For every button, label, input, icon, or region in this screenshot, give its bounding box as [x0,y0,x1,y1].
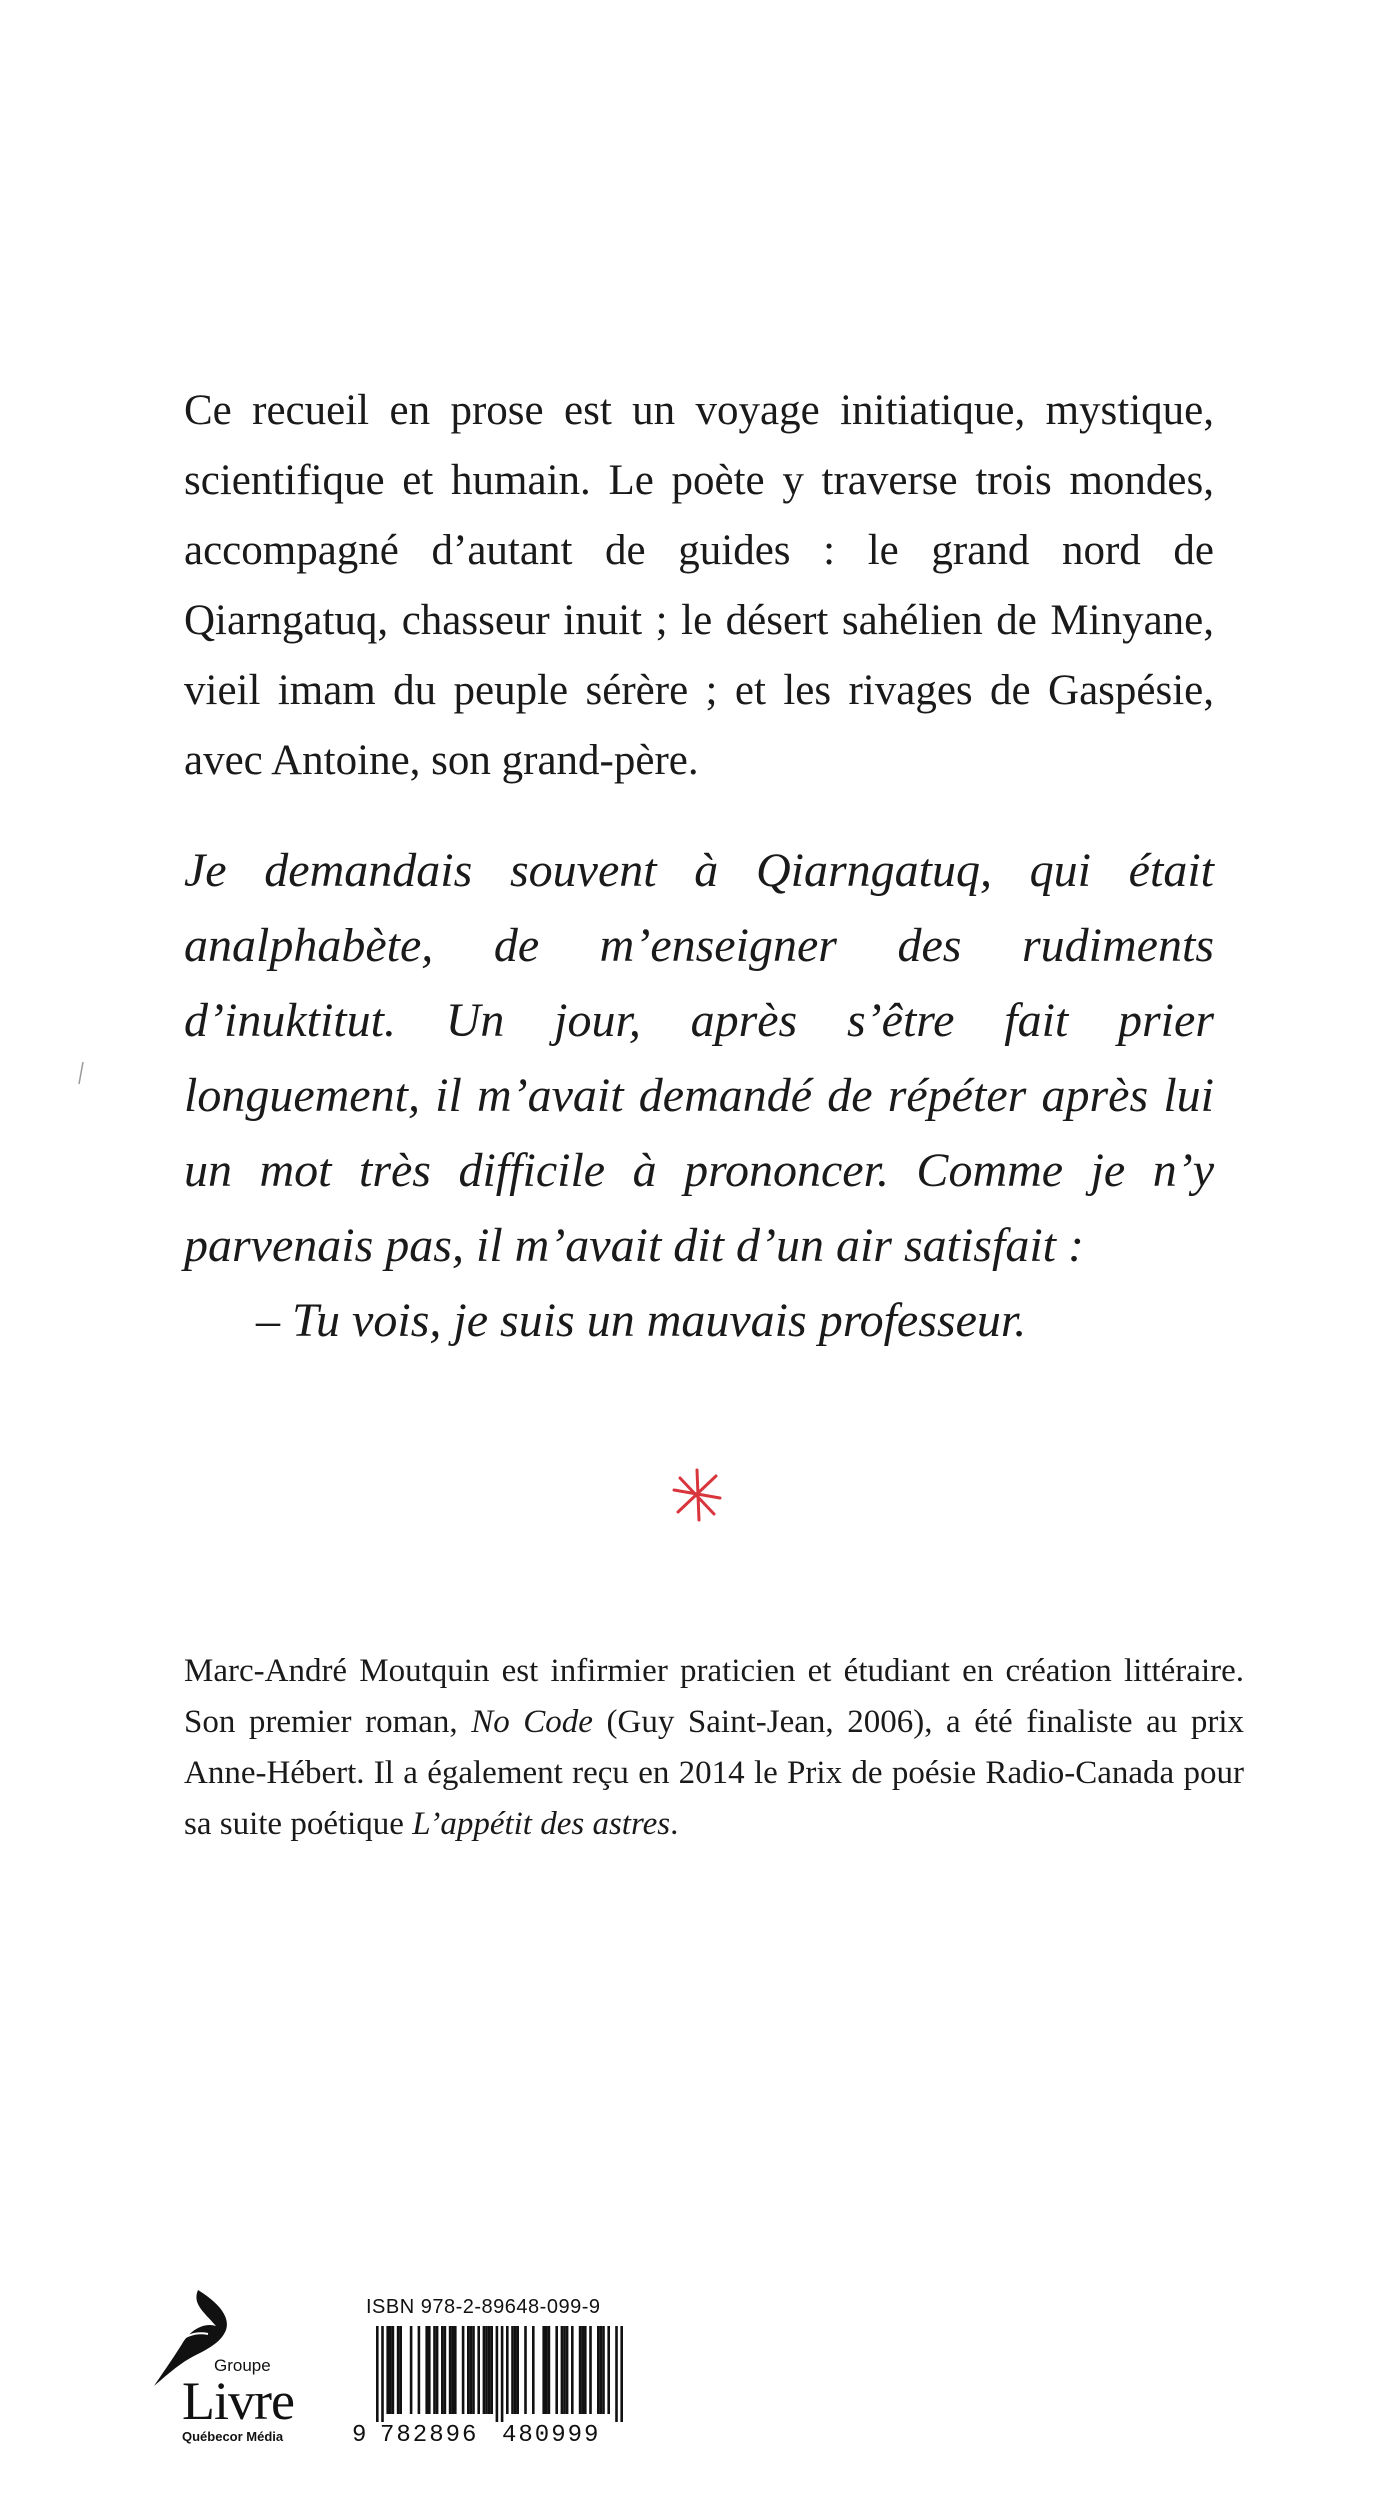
barcode-bar [472,2326,475,2414]
barcode-bar [620,2326,623,2422]
barcode-right-digits: 480999 [502,2422,601,2449]
barcode-bar [506,2326,509,2414]
asterisk-ornament-icon [668,1466,726,1524]
bio-text-2: (Guy Saint-Jean, 2006), a été finaliste au prix Anne-Hébert. Il a également reçu en 2014 le Prix de poésie Radio-Canada pour sa suite poétique [184,1704,1244,1842]
barcode-bar [454,2326,457,2414]
barcode-bar [571,2326,574,2414]
barcode-bar [563,2326,566,2414]
barcode-bar [581,2326,584,2414]
barcode-bar [490,2326,493,2414]
barcode-bar [488,2326,491,2414]
barcode-bar [561,2326,564,2414]
barcode-bar [600,2326,603,2414]
barcode-bar [501,2326,504,2422]
excerpt-paragraph: Je demandais souvent à Qiarngatuq, qui était analphabète, de m’enseigner des rudiments d’inuktitut. Un jour, après s’être fait prier longuement, il m’avait demandé de répéter après lui un mot très difficile à prononcer. Comme je n’y parvenais pas, il m’avait dit d’un air satisfait : [184,844,1214,1272]
margin-mark [76,1058,86,1088]
barcode-bar [467,2326,470,2414]
barcode-bar [399,2326,402,2414]
barcode-left-digits: 782896 [380,2422,479,2449]
barcode-bar [376,2326,379,2422]
logo-quebecor: Québecor Média [182,2429,284,2444]
bio-text-3: . [670,1806,679,1842]
barcode-bar [589,2326,592,2414]
barcode-bar [496,2326,499,2422]
barcode-first-digit: 9 [352,2422,367,2449]
barcode-bar [485,2326,488,2414]
logo-groupe: Groupe [214,2356,271,2375]
barcode-bar [516,2326,519,2414]
barcode-bar [425,2326,428,2414]
excerpt-dialogue: – Tu vois, je suis un mauvais professeur. [256,1294,1027,1347]
synopsis [184,376,1214,796]
excerpt [184,833,1214,1358]
bio-book-title-1: No Code [471,1704,593,1740]
barcode-bar [397,2326,400,2414]
barcode-bar [381,2326,384,2422]
barcode-bar [584,2326,587,2414]
barcode-bar [532,2326,535,2414]
barcode-bar [615,2326,618,2422]
barcode-bar [548,2326,551,2414]
author-bio [184,1646,1244,1850]
isbn-label: ISBN 978-2-89648-099-9 [366,2296,601,2318]
barcode-bar [602,2326,605,2414]
barcode-bar [462,2326,465,2414]
barcode-bar [597,2326,600,2414]
barcode-bar [410,2326,413,2414]
barcode-bar [566,2326,569,2414]
barcode-bar [524,2326,527,2414]
barcode-bar [449,2326,452,2414]
barcode-bar [392,2326,395,2414]
barcode-bar [514,2326,517,2414]
barcode-bar [483,2326,486,2414]
logo-livre: Livre [182,2371,294,2431]
barcode-bar [433,2326,436,2414]
barcode-bar [444,2326,447,2414]
barcode-bar [386,2326,389,2414]
publisher-logo [148,2282,328,2454]
synopsis-text: Ce recueil en prose est un voyage initiatique, mystique, scientifique et humain. Le poète y traverse trois mondes, accompagné d’autant de guides : le grand nord de Qiarngatuq, chasseur inuit ; le désert sahélien de Minyane, vieil imam du peuple sérère ; et les rivages de Gaspésie, avec Antoine, son grand-père. [184,387,1214,784]
barcode-bar [477,2326,480,2414]
barcode-bar [511,2326,514,2414]
barcode-bar [389,2326,392,2414]
barcode-bar [545,2326,548,2414]
barcode-bar [418,2326,421,2414]
barcode-bar [441,2326,444,2414]
barcode-bar [555,2326,558,2414]
barcode-bar [470,2326,473,2414]
isbn-barcode [352,2296,628,2456]
author-bio-text [184,1646,1244,1850]
bio-book-title-2: L’appétit des astres [412,1806,671,1842]
barcode-bar [607,2326,610,2414]
barcode-bar [428,2326,431,2414]
bio-text-1: Marc-André Moutquin est infirmier praticien et étudiant en création littéraire. Son premier roman, [184,1653,1244,1740]
barcode-bar [542,2326,545,2414]
barcode-bars [352,2326,628,2422]
barcode-bar [451,2326,454,2414]
barcode-bar [436,2326,439,2414]
barcode-bar [579,2326,582,2414]
